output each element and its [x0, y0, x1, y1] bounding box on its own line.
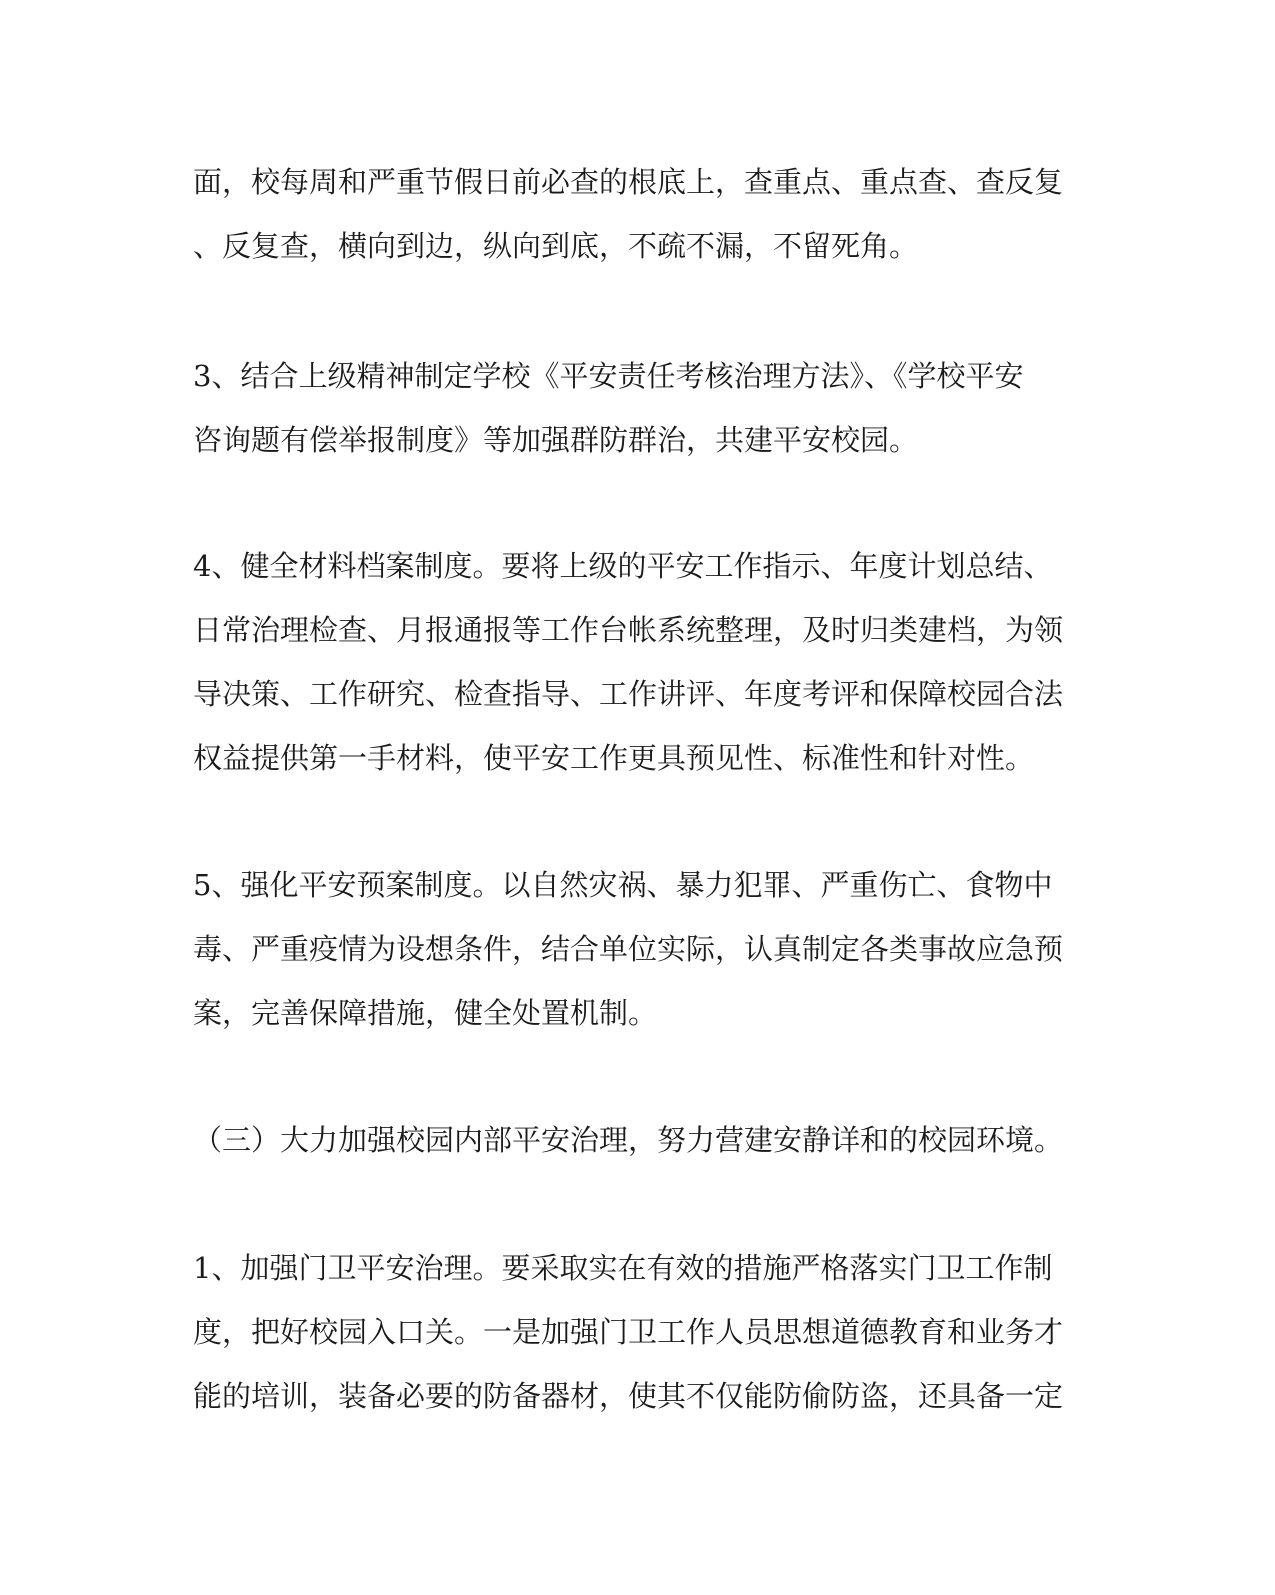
text-line: 权益提供第一手材料，使平安工作更具预见性、标准性和针对性。	[193, 741, 1035, 775]
text-line: 咨询题有偿举报制度》等加强群防群治，共建平安校园。	[193, 423, 919, 457]
text-line: 度，把好校园入口关。一是加强门卫工作人员思想道德教育和业务才	[193, 1315, 1064, 1349]
text-line: 3、结合上级精神制定学校《平安责任考核治理方法》、《学校平安	[193, 359, 1024, 393]
text-line: 5、强化平安预案制度。以自然灾祸、暴力犯罪、严重伤亡、食物中	[193, 868, 1053, 902]
paragraph-sub-item-1	[193, 1236, 1063, 1428]
section-heading-3	[193, 1108, 1063, 1172]
text-line: 4、健全材料档案制度。要将上级的平安工作指示、年度计划总结、	[193, 549, 1053, 583]
text-line: （三）大力加强校园内部平安治理，努力营建安静详和的校园环境。	[193, 1123, 1064, 1157]
paragraph-item-4	[193, 534, 1063, 790]
text-line: 面，校每周和严重节假日前必查的根底上，查重点、重点查、查反复	[193, 165, 1064, 199]
text-line: 、反复查，横向到边，纵向到底，不疏不漏，不留死角。	[193, 229, 919, 263]
text-line: 导决策、工作研究、检查指导、工作讲评、年度考评和保障校园合法	[193, 677, 1064, 711]
paragraph-continuation	[193, 150, 1063, 278]
text-line: 日常治理检查、月报通报等工作台帐系统整理，及时归类建档，为领	[193, 613, 1064, 647]
text-line: 毒、严重疫情为设想条件，结合单位实际，认真制定各类事故应急预	[193, 932, 1064, 966]
paragraph-item-3	[193, 344, 1063, 472]
text-line: 1、加强门卫平安治理。要采取实在有效的措施严格落实门卫工作制	[193, 1251, 1053, 1285]
text-line: 能的培训，装备必要的防备器材，使其不仅能防偷防盗，还具备一定	[193, 1379, 1064, 1413]
text-line: 案，完善保障措施，健全处置机制。	[193, 996, 658, 1030]
paragraph-item-5	[193, 853, 1063, 1045]
